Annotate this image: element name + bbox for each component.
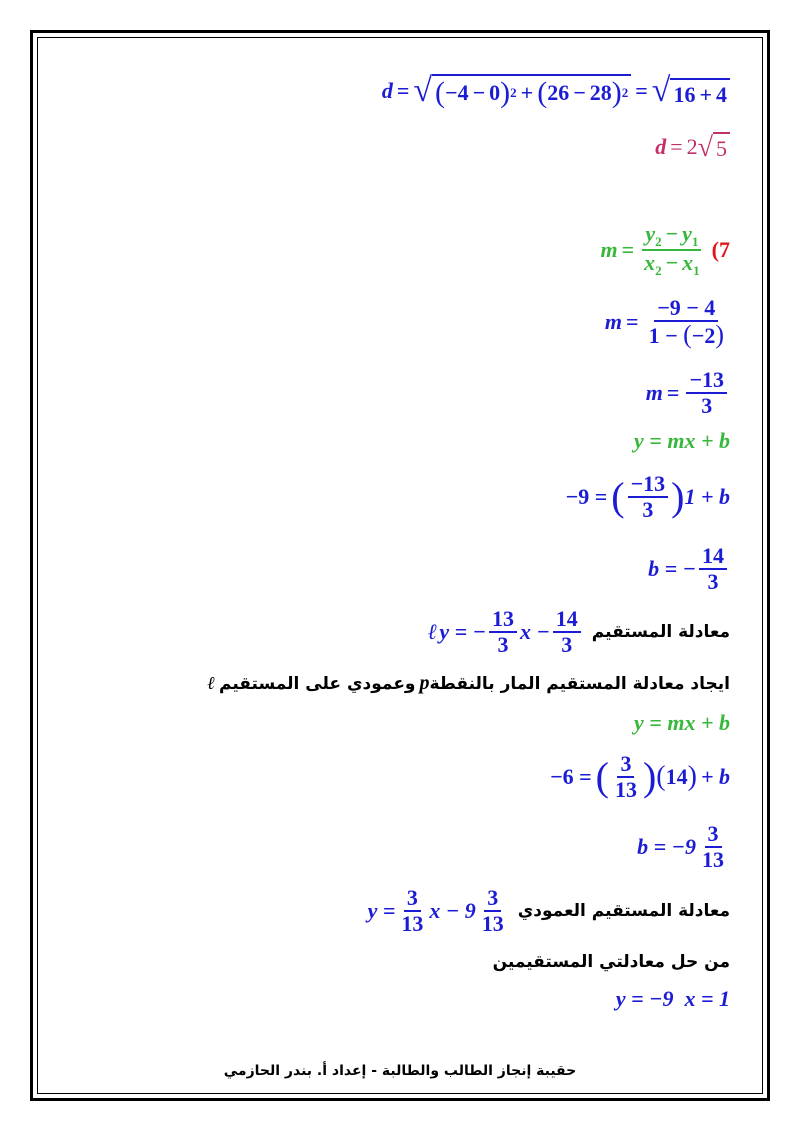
minus: −	[472, 80, 486, 105]
slope-substitution	[605, 296, 730, 348]
perpendicular-equation: y = $\frac{3}{13}$ x − 9 $\frac{3}{13}$ معادلة المستقيم العمودي	[367, 885, 730, 937]
term-a: −4	[445, 80, 469, 105]
equals: =	[396, 78, 410, 103]
sqrt-expression: √ ( −4 − 0 ) 2 + ( 26 − 28 ) 2	[413, 74, 631, 108]
slope-fraction: $\frac{y_2 - y_1}{x_2 - x_1}$	[644, 221, 700, 279]
line-equation-form: y = mx + b	[634, 428, 730, 453]
var-d: d	[655, 134, 667, 159]
perpendicular-task: ℓ وعمودي على المستقيم p ايجاد معادلة المستقيم المار بالنقطة	[207, 672, 730, 694]
var-m: m	[604, 309, 623, 335]
b-value: b = − $\frac{14}{3}$	[648, 544, 730, 594]
slope-value	[646, 368, 730, 418]
plus: +	[520, 80, 534, 105]
term-r: 16	[673, 82, 696, 107]
distance-formula	[382, 74, 730, 108]
b-value-2: b = −9 $\frac{3}{13}$	[637, 821, 724, 873]
label-perpendicular: معادلة المستقيم العمودي	[517, 901, 730, 922]
substitution-b-2: −6 = ( $\frac{3}{13}$ ) ( 14 ) + b	[550, 751, 730, 803]
term-c: 26	[547, 80, 570, 105]
var-m: m	[645, 380, 663, 406]
footer: حقيبة إنجاز الطالب والطالبة - إعداد أ. بندر الحازمي	[223, 1063, 577, 1079]
equals-2: =	[635, 78, 648, 103]
power-2: 2	[621, 85, 629, 100]
var-d: d	[381, 78, 393, 103]
equals: =	[621, 237, 635, 263]
distance-result	[655, 132, 730, 162]
equals: =	[670, 134, 683, 159]
equals: =	[666, 380, 680, 406]
var-m: m	[600, 237, 618, 263]
label-line-equation: معادلة المستقيم	[591, 622, 730, 643]
minus-2: −	[573, 80, 586, 105]
fraction: $\frac{-13}{3}$	[686, 368, 727, 418]
sqrt-result: √ 16 + 4	[652, 74, 730, 108]
equals: =	[626, 309, 639, 335]
fraction: $\frac{-9 - 4}{1 - (-2)}$	[648, 295, 724, 350]
term-b: 0	[489, 80, 501, 105]
term-e: 28	[589, 80, 612, 105]
coef: 2	[686, 134, 698, 159]
substitution-b: −9 = ( $\frac{-13}{3}$ ) 1 + b	[565, 471, 730, 523]
power-1: 2	[510, 85, 517, 100]
line-equation-l: ℓ y = − $\frac{13}{3}$ x − $\frac{14}{3}$ معادلة المستقيم	[427, 606, 730, 658]
sqrt: √ 5	[698, 132, 730, 162]
line-equation-form-2: y = mx + b	[634, 710, 730, 735]
question-number: (7	[711, 237, 730, 263]
plus-2: +	[699, 82, 712, 107]
term-s: 4	[716, 82, 727, 107]
solution: y = −9 x = 1	[615, 986, 730, 1011]
radicand: 5	[713, 132, 730, 162]
slope-formula	[600, 222, 730, 279]
solve-system-label: من حل معادلتي المستقيمين	[492, 952, 730, 972]
